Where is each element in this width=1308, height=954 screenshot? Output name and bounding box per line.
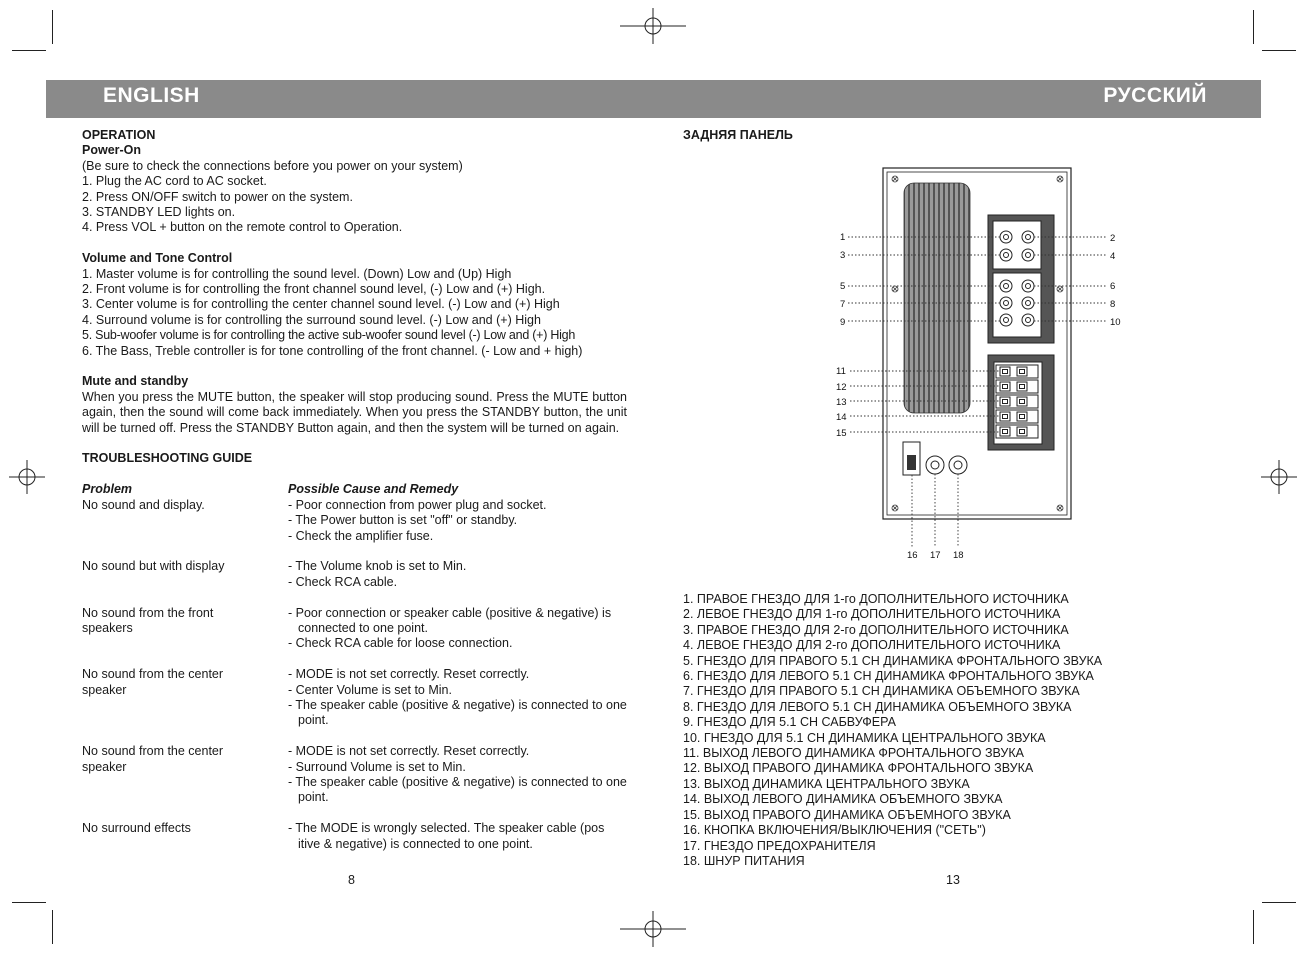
problem-cell: No sound from the front speakers — [82, 605, 214, 635]
callout-9: 9 — [840, 317, 846, 328]
troubleshooting-row — [82, 606, 627, 652]
remedy-line: - Check the amplifier fuse. — [288, 528, 434, 543]
mute-standby-heading: Mute and standby — [82, 374, 189, 389]
callout-6: 6 — [1110, 281, 1116, 292]
problem-cell: No surround effects — [82, 821, 191, 836]
power-on-step: 2. Press ON/OFF switch to power on the system. — [82, 189, 353, 204]
problem-column-header: Problem — [82, 482, 133, 497]
callout-5: 5 — [840, 281, 846, 292]
legend-item: 9. ГНЕЗДО ДЛЯ 5.1 CH САБВУФЕРА — [683, 715, 896, 730]
power-on-step: 1. Plug the AC cord to AC socket. — [82, 174, 267, 189]
legend-item: 11. ВЫХОД ЛЕВОГО ДИНАМИКА ФРОНТАЛЬНОГО ЗВУКА — [683, 746, 1024, 761]
remedy-line: - The speaker cable (positive & negative) is connected to one point. — [288, 697, 627, 728]
remedy-line: - Poor connection from power plug and socket. — [288, 497, 547, 512]
callout-18: 18 — [953, 550, 964, 561]
legend-item: 4. ЛЕВОЕ ГНЕЗДО ДЛЯ 2-го ДОПОЛНИТЕЛЬНОГО ИСТОЧНИКА — [683, 638, 1061, 653]
callout-7: 7 — [840, 299, 846, 310]
troubleshooting-row — [82, 744, 627, 806]
rear-panel-legend — [683, 592, 1183, 869]
volume-tone-item: 1. Master volume is for controlling the sound level. (Down) Low and (Up) High — [82, 266, 512, 281]
troubleshooting-row — [82, 667, 627, 729]
callout-1: 1 — [840, 232, 846, 243]
legend-item: 14. ВЫХОД ЛЕВОГО ДИНАМИКА ОБЪЕМНОГО ЗВУКА — [683, 792, 1003, 807]
problem-cell: No sound but with display — [82, 559, 225, 574]
remedy-line: - The Power button is set "off" or standby. — [288, 513, 518, 528]
problem-cell: No sound and display. — [82, 497, 205, 512]
troubleshooting-row — [82, 559, 627, 590]
callout-11: 11 — [836, 366, 846, 377]
remedy-line: - Poor connection or speaker cable (positive & negative) is connected to one point. — [288, 605, 612, 635]
remedy-line: - The MODE is wrongly selected. The speaker cable (pos itive & negative) is connected to one point. — [288, 821, 605, 851]
power-on-note: (Be sure to check the connections before you power on your system) — [82, 158, 463, 173]
legend-item: 6. ГНЕЗДО ДЛЯ ЛЕВОГО 5.1 CH ДИНАМИКА ФРОНТАЛЬНОГО ЗВУКА — [683, 669, 1094, 684]
remedy-cell — [288, 821, 627, 852]
legend-item: 8. ГНЕЗДО ДЛЯ ЛЕВОГО 5.1 CH ДИНАМИКА ОБЪЕМНОГО ЗВУКА — [683, 699, 1072, 714]
remedy-line: - Check RCA cable. — [288, 574, 398, 589]
callout-12: 12 — [836, 382, 847, 393]
power-switch-rocker — [907, 455, 916, 470]
problem-cell: No sound from the center speaker — [82, 744, 224, 774]
header-band — [46, 80, 1261, 118]
remedy-cell — [288, 667, 627, 729]
callout-4: 4 — [1110, 251, 1116, 262]
callout-13: 13 — [836, 397, 847, 408]
volume-tone-heading: Volume and Tone Control — [82, 251, 233, 266]
language-title-english: ENGLISH — [103, 84, 200, 107]
english-column — [82, 128, 627, 852]
remedy-line: - Check RCA cable for loose connection. — [288, 636, 513, 651]
callout-14: 14 — [836, 412, 847, 423]
problem-cell: No sound from the center speaker — [82, 667, 224, 697]
page-number-right: 13 — [946, 873, 960, 887]
aux-input-panel — [993, 221, 1041, 269]
legend-item: 18. ШНУР ПИТАНИЯ — [683, 853, 805, 868]
volume-tone-item: 3. Center volume is for controlling the center channel sound level. (-) Low and (+) High — [82, 297, 560, 312]
legend-item: 7. ГНЕЗДО ДЛЯ ПРАВОГО 5.1 CH ДИНАМИКА ОБЪЕМНОГО ЗВУКА — [683, 684, 1080, 699]
callout-8: 8 — [1110, 299, 1116, 310]
volume-tone-item: 4. Surround volume is for controlling the surround sound level. (-) Low and (+) High — [82, 312, 541, 327]
remedy-column-header: Possible Cause and Remedy — [288, 482, 459, 497]
legend-item: 10. ГНЕЗДО ДЛЯ 5.1 CH ДИНАМИКА ЦЕНТРАЛЬНОГО ЗВУКА — [683, 730, 1046, 745]
legend-item: 17. ГНЕЗДО ПРЕДОХРАНИТЕЛЯ — [683, 838, 876, 853]
legend-item: 15. ВЫХОД ПРАВОГО ДИНАМИКА ОБЪЕМНОГО ЗВУКА — [683, 807, 1011, 822]
rear-panel-heading: ЗАДНЯЯ ПАНЕЛЬ — [683, 128, 793, 142]
callout-10: 10 — [1110, 317, 1121, 328]
rear-panel-diagram — [828, 165, 1128, 565]
remedy-line: - The Volume knob is set to Min. — [288, 559, 467, 574]
callout-15: 15 — [836, 428, 847, 439]
remedy-cell — [288, 498, 627, 544]
speaker-terminals — [996, 365, 1038, 438]
mute-standby-text: When you press the MUTE button, the speaker will stop producing sound. Press the MUTE button again, then the sound will come back immediately. When you press the STANDBY button, the unit will be turned off. Press the STANDBY Button again, and then the system will be turned on again. — [82, 389, 627, 435]
legend-item: 12. ВЫХОД ПРАВОГО ДИНАМИКА ФРОНТАЛЬНОГО ЗВУКА — [683, 761, 1034, 776]
volume-tone-item: 6. The Bass, Treble controller is for tone controlling of the front channel. (- Low and + high) — [82, 343, 583, 358]
remedy-line: - MODE is not set correctly. Reset correctly. — [288, 667, 530, 682]
language-title-russian: РУССКИЙ — [1103, 84, 1207, 107]
callout-16: 16 — [907, 550, 918, 561]
volume-tone-item: 2. Front volume is for controlling the front channel sound level, (-) Low and (+) High. — [82, 282, 546, 297]
legend-item: 5. ГНЕЗДО ДЛЯ ПРАВОГО 5.1 CH ДИНАМИКА ФРОНТАЛЬНОГО ЗВУКА — [683, 653, 1103, 668]
remedy-cell — [288, 559, 627, 590]
page-number-left: 8 — [348, 873, 355, 887]
legend-item: 13. ВЫХОД ДИНАМИКА ЦЕНТРАЛЬНОГО ЗВУКА — [683, 776, 970, 791]
remedy-cell — [288, 744, 627, 806]
remedy-line: - MODE is not set correctly. Reset correctly. — [288, 744, 530, 759]
legend-item: 16. КНОПКА ВКЛЮЧЕНИЯ/ВЫКЛЮЧЕНИЯ ("СЕТЬ") — [683, 823, 986, 838]
callout-17: 17 — [930, 550, 941, 561]
remedy-line: - Center Volume is set to Min. — [288, 682, 452, 697]
power-on-heading: Power-On — [82, 143, 142, 158]
russian-column — [683, 128, 1243, 143]
operation-heading: OPERATION — [82, 128, 156, 142]
troubleshooting-header-row — [82, 482, 627, 497]
legend-item: 2. ЛЕВОЕ ГНЕЗДО ДЛЯ 1-го ДОПОЛНИТЕЛЬНОГО ИСТОЧНИКА — [683, 607, 1061, 622]
callout-2: 2 — [1110, 233, 1116, 244]
callout-3: 3 — [840, 250, 846, 261]
troubleshooting-row — [82, 498, 627, 544]
troubleshooting-row — [82, 821, 627, 852]
legend-item: 1. ПРАВОЕ ГНЕЗДО ДЛЯ 1-го ДОПОЛНИТЕЛЬНОГО ИСТОЧНИКА — [683, 592, 1069, 606]
remedy-cell — [288, 606, 627, 652]
remedy-line: - Surround Volume is set to Min. — [288, 759, 466, 774]
power-on-step: 4. Press VOL + button on the remote control to Operation. — [82, 220, 403, 235]
power-on-step: 3. STANDBY LED lights on. — [82, 205, 236, 220]
legend-item: 3. ПРАВОЕ ГНЕЗДО ДЛЯ 2-го ДОПОЛНИТЕЛЬНОГО ИСТОЧНИКА — [683, 622, 1069, 637]
troubleshooting-heading: TROUBLESHOOTING GUIDE — [82, 451, 253, 466]
remedy-line: - The speaker cable (positive & negative) is connected to one point. — [288, 774, 627, 805]
volume-tone-item: 5. Sub-woofer volume is for controlling the active sub-woofer sound level (-) Low and (+) High — [82, 328, 576, 343]
heat-sink — [904, 183, 970, 413]
